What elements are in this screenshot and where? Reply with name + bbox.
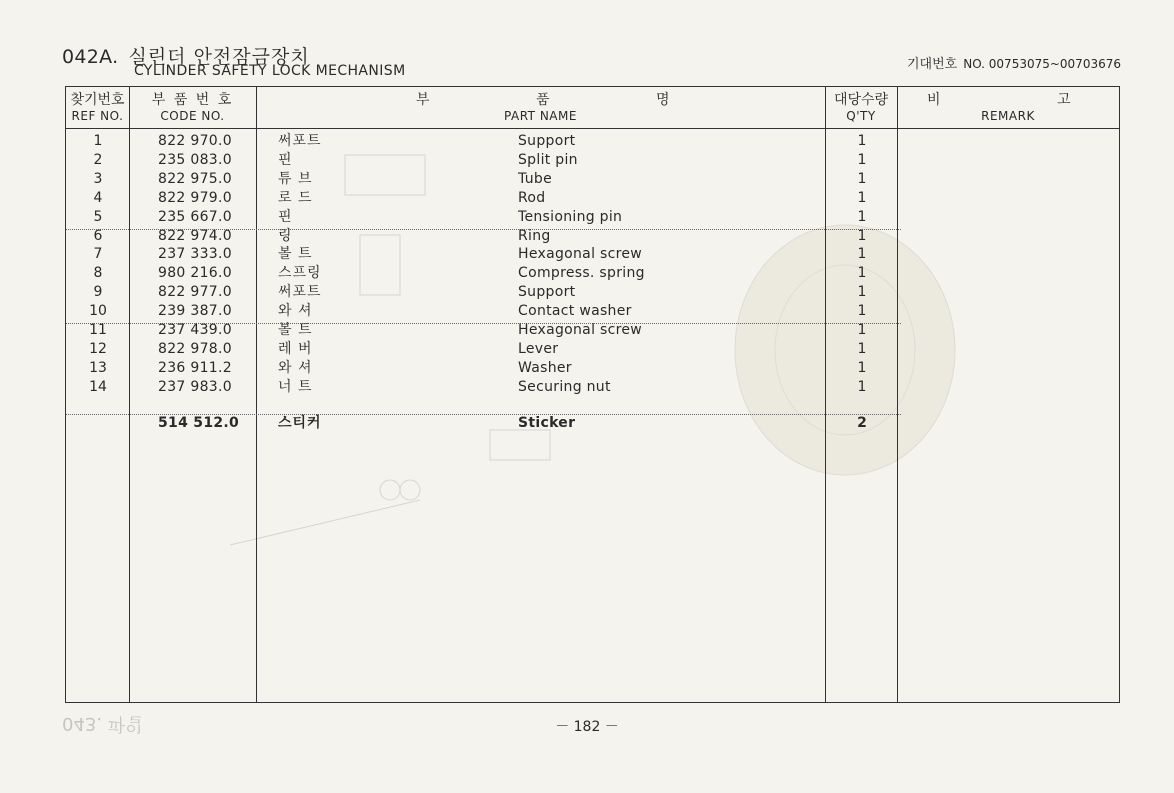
cell-code: 514 512.0 bbox=[158, 415, 240, 431]
cell-qty: 1 bbox=[857, 340, 867, 357]
cell-code: 236 911.2 bbox=[158, 359, 232, 376]
section-title-korean: 실린더 안전잠금장치 bbox=[128, 46, 310, 68]
cell-qty: 1 bbox=[857, 284, 867, 301]
cell-qty: 1 bbox=[857, 265, 867, 282]
cell-kor: 스프링 bbox=[278, 265, 322, 282]
cell-qty: 1 bbox=[857, 189, 867, 206]
cell-qty: 1 bbox=[857, 322, 867, 338]
cell-code: 822 974.0 bbox=[158, 227, 232, 244]
cell-ref: 10 bbox=[89, 303, 107, 320]
cell-code: 235 667.0 bbox=[158, 208, 232, 225]
parts-table bbox=[65, 86, 1120, 703]
cell-qty: 1 bbox=[857, 246, 867, 263]
cell-eng: Compress. spring bbox=[518, 265, 645, 282]
cell-kor: 핀 bbox=[278, 208, 293, 225]
section-code: 042A. bbox=[62, 46, 119, 68]
cell-eng: Support bbox=[518, 284, 576, 301]
cell-eng: Tensioning pin bbox=[518, 208, 623, 225]
cell-eng: Split pin bbox=[518, 151, 578, 168]
cell-code: 822 975.0 bbox=[158, 170, 232, 187]
cell-code: 822 970.0 bbox=[158, 133, 232, 149]
model-number-value: NO. 00753075~00703676 bbox=[963, 57, 1121, 71]
cell-kor: 와 셔 bbox=[278, 359, 313, 376]
section-title-english: CYLINDER SAFETY LOCK MECHANISM bbox=[134, 63, 406, 79]
bleed-through-text: 043. 파일 bbox=[62, 713, 143, 734]
cell-eng: Hexagonal screw bbox=[518, 322, 643, 338]
cell-ref: 14 bbox=[89, 378, 107, 395]
cell-eng: Hexagonal screw bbox=[518, 246, 643, 263]
cell-eng: Lever bbox=[518, 340, 559, 357]
cell-kor: 와 셔 bbox=[278, 303, 313, 320]
cell-ref: 2 bbox=[93, 151, 103, 168]
cell-code: 980 216.0 bbox=[158, 265, 232, 282]
cell-ref: 7 bbox=[93, 246, 103, 263]
cell-eng: Securing nut bbox=[518, 378, 611, 395]
cell-eng: Sticker bbox=[518, 415, 576, 431]
cell-ref: 3 bbox=[93, 170, 103, 187]
cell-ref: 9 bbox=[93, 284, 103, 301]
cell-eng: Ring bbox=[518, 227, 551, 244]
cell-kor: 튜 브 bbox=[278, 170, 313, 187]
cell-kor: 볼 트 bbox=[278, 322, 313, 338]
cell-eng: Contact washer bbox=[518, 303, 632, 320]
header-remark: 비 고 REMARK bbox=[927, 92, 1071, 123]
cell-kor: 볼 트 bbox=[278, 246, 313, 263]
cell-qty: 1 bbox=[857, 133, 867, 149]
cell-qty: 2 bbox=[857, 415, 867, 431]
cell-qty: 1 bbox=[857, 359, 867, 376]
cell-ref: 1 bbox=[93, 133, 103, 149]
cell-eng: Washer bbox=[518, 359, 572, 376]
cell-kor: 써포트 bbox=[278, 284, 322, 301]
cell-eng: Support bbox=[518, 133, 576, 149]
cell-ref: 11 bbox=[89, 322, 107, 338]
cell-code: 237 983.0 bbox=[158, 378, 232, 395]
cell-kor: 링 bbox=[278, 227, 293, 244]
cell-qty: 1 bbox=[857, 170, 867, 187]
page-number: － 182 － bbox=[555, 719, 619, 735]
cell-code: 237 439.0 bbox=[158, 322, 232, 338]
cell-qty: 1 bbox=[857, 151, 867, 168]
cell-code: 237 333.0 bbox=[158, 246, 232, 263]
cell-eng: Tube bbox=[518, 170, 552, 187]
cell-code: 822 977.0 bbox=[158, 284, 232, 301]
cell-kor: 스티커 bbox=[278, 415, 322, 431]
cell-code: 822 979.0 bbox=[158, 189, 232, 206]
cell-code: 239 387.0 bbox=[158, 303, 232, 320]
header-code-no: 부 품 번 호 CODE NO. bbox=[151, 92, 234, 123]
cell-kor: 로 드 bbox=[278, 189, 313, 206]
cell-qty: 1 bbox=[857, 378, 867, 395]
cell-kor: 너 트 bbox=[278, 378, 313, 395]
header-ref-no: 찾기번호 REF NO. bbox=[70, 92, 125, 123]
cell-ref: 13 bbox=[89, 359, 107, 376]
header-part-name: 부 품 명 PART NAME bbox=[416, 92, 670, 123]
cell-kor: 써포트 bbox=[278, 133, 322, 149]
cell-qty: 1 bbox=[857, 227, 867, 244]
cell-ref: 4 bbox=[93, 189, 103, 206]
cell-ref: 12 bbox=[89, 340, 107, 357]
cell-kor: 레 버 bbox=[278, 340, 313, 357]
cell-qty: 1 bbox=[857, 303, 867, 320]
cell-kor: 핀 bbox=[278, 151, 293, 168]
model-number-label: 기대번호 bbox=[906, 57, 958, 72]
cell-ref: 6 bbox=[93, 227, 103, 244]
header-qty: 대당수량 Q'TY bbox=[833, 92, 889, 123]
cell-ref: 8 bbox=[93, 265, 103, 282]
cell-qty: 1 bbox=[857, 208, 867, 225]
cell-eng: Rod bbox=[518, 189, 546, 206]
cell-code: 235 083.0 bbox=[158, 151, 232, 168]
cell-code: 822 978.0 bbox=[158, 340, 232, 357]
model-number bbox=[907, 53, 1121, 72]
cell-ref: 5 bbox=[93, 208, 103, 225]
